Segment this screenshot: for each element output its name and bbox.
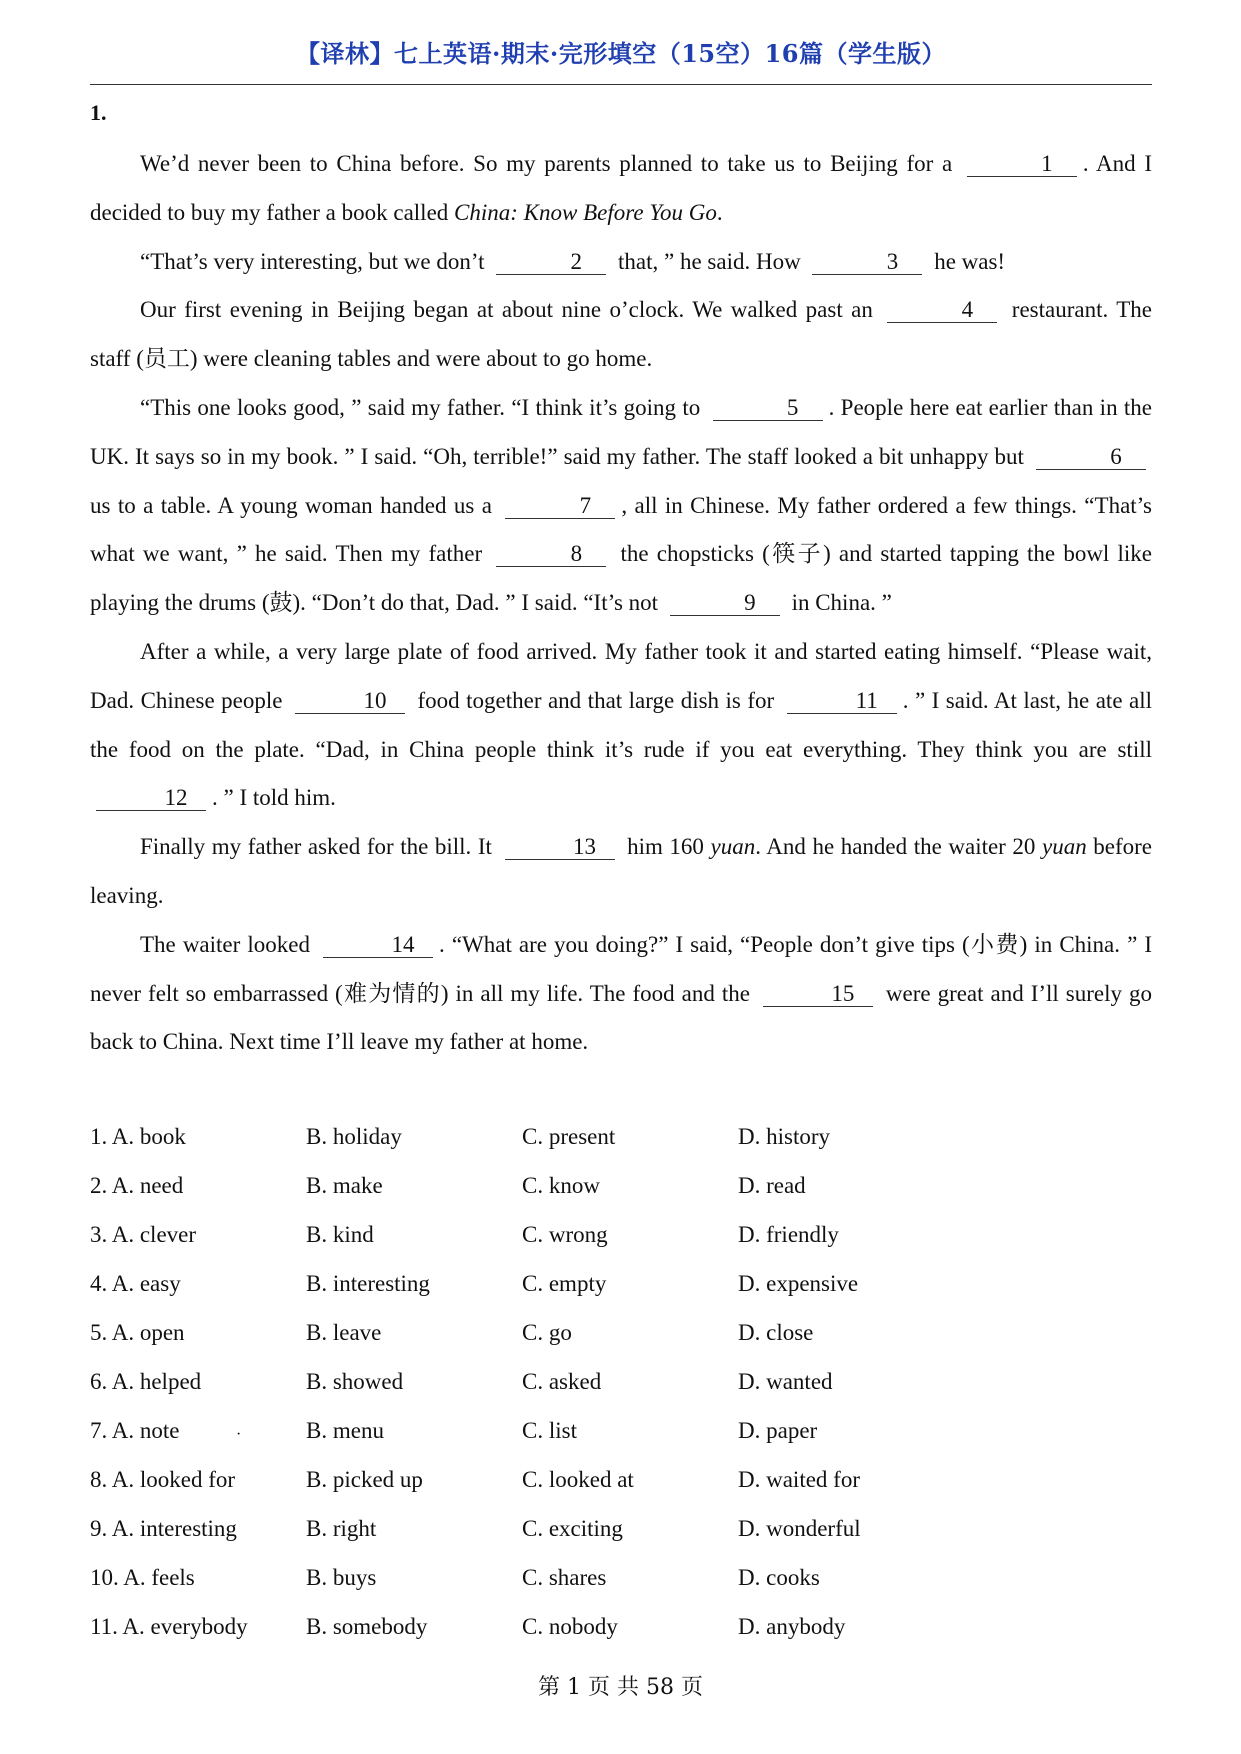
passage-text: . “What are you doing?” I said, “People don’t give tips (小费) in China. ” I never felt so embarrassed (难为情的) in all my life. The food and the [90,931,1152,1006]
option-6-D: D. wanted [738,1369,833,1394]
passage-text: , all in Chinese. My father ordered a few things. “That’s what we want, ” he said. Then my father [90,492,1153,567]
option-row-7 [90,1406,1152,1455]
blank-3: 3 [812,250,922,275]
option-row-1 [90,1112,1152,1161]
option-3-C: C. wrong [522,1222,608,1247]
question-number: 1. [90,100,107,125]
italic-text: yuan [1041,834,1087,860]
option-5-D: D. close [738,1320,814,1345]
option-row-5 [90,1308,1152,1357]
option-7-D: D. paper [738,1418,818,1443]
blank-13: 13 [505,835,615,860]
passage-paragraph [90,384,1152,628]
option-10-A: 10. A. feels [90,1565,195,1590]
option-8-A: 8. A. looked for [90,1467,236,1492]
passage-paragraph [90,286,1152,384]
blank-7: 7 [505,494,615,519]
option-1-A: 1. A. book [90,1124,186,1149]
passage-paragraph [90,921,1152,1067]
passage-text: . And I decided to buy my father a book called [90,151,1153,225]
stray-dot: · [236,1426,242,1443]
passage-text: The waiter looked [140,931,318,957]
option-4-C: C. empty [522,1271,607,1296]
header-divider [90,84,1152,85]
option-row-2 [90,1161,1152,1210]
passage-text: “This one looks good, ” said my father. “I think it’s going to [140,394,707,420]
option-1-B: B. holiday [306,1124,402,1149]
passage-text: After a while, a very large plate of food arrived. My father took it and started eating himself. “Please wait, Dad. Chinese people [90,638,1152,713]
blank-8: 8 [496,542,606,567]
passage-text: food together and that large dish is for [410,687,781,713]
option-row-9 [90,1504,1152,1553]
option-row-8 [90,1455,1152,1504]
passage-text: before leaving. [90,834,1153,908]
option-3-A: 3. A. clever [90,1222,197,1247]
passage-text: . ” I told him. [212,785,336,811]
blank-6: 6 [1036,445,1146,470]
option-10-C: C. shares [522,1565,607,1590]
option-7-B: B. menu [306,1418,384,1443]
passage-text: Finally my father asked for the bill. It [140,834,499,860]
option-8-D: D. waited for [738,1467,860,1492]
option-8-C: C. looked at [522,1467,634,1492]
option-11-A: 11. A. everybody [90,1614,248,1639]
option-6-C: C. asked [522,1369,602,1394]
passage-text: . ” I said. At last, he ate all the food on the plate. “Dad, in China people think it’s rude if you eat everything. They think you are still [90,687,1153,762]
italic-text: yuan [710,834,756,860]
option-4-B: B. interesting [306,1271,430,1296]
option-5-A: 5. A. open [90,1320,185,1345]
option-row-6 [90,1357,1152,1406]
option-7-A: 7. A. note [90,1418,180,1443]
page-footer: 第 1 页 共 58 页 [538,1675,703,1700]
passage-text: that, ” he said. How [612,248,807,274]
option-row-10 [90,1553,1152,1602]
option-8-B: B. picked up [306,1467,423,1492]
option-9-A: 9. A. interesting [90,1516,237,1541]
option-9-D: D. wonderful [738,1516,861,1541]
passage-paragraph [90,823,1152,921]
page-header: 【译林】七上英语·期末·完形填空（15空）16篇（学生版） [295,39,946,68]
passage-text: . People here eat earlier than in the UK. It says so in my book. ” I said. “Oh, terrible!” said my father. The staff looked a bit unhappy but [90,394,1152,469]
blank-4: 4 [887,298,997,323]
option-10-D: D. cooks [738,1565,820,1590]
passage-paragraph [90,628,1152,823]
passage-paragraph [90,238,1152,287]
option-10-B: B. buys [306,1565,377,1590]
passage-text: were great and I’ll surely go back to China. Next time I’ll leave my father at home. [90,980,1152,1055]
option-3-D: D. friendly [738,1222,839,1247]
option-3-B: B. kind [306,1222,374,1247]
option-row-4 [90,1259,1152,1308]
passage-text: . And he handed the waiter 20 [755,834,1042,860]
option-2-D: D. read [738,1173,806,1198]
passage-text: him 160 [620,834,711,860]
option-row-11 [90,1602,1152,1651]
blank-2: 2 [496,250,606,275]
passage-text: us to a table. A young woman handed us a [90,492,500,518]
option-2-B: B. make [306,1173,383,1198]
option-11-D: D. anybody [738,1614,846,1639]
option-9-C: C. exciting [522,1516,623,1541]
option-1-C: C. present [522,1124,616,1149]
blank-10: 10 [295,689,405,714]
option-7-C: C. list [522,1418,577,1443]
passage-paragraph [90,140,1152,238]
blank-5: 5 [713,396,823,421]
italic-text: China: Know Before You Go [454,199,717,225]
option-6-A: 6. A. helped [90,1369,202,1394]
passage-text: restaurant. The staff (员工) were cleaning tables and were about to go home. [90,297,1152,372]
option-4-A: 4. A. easy [90,1271,181,1296]
cloze-passage [90,140,1152,1067]
blank-9: 9 [670,591,780,616]
passage-text: Our first evening in Beijing began at about nine o’clock. We walked past an [140,297,882,323]
option-2-C: C. know [522,1173,600,1198]
answer-options [90,1112,1152,1651]
option-4-D: D. expensive [738,1271,859,1296]
option-row-3 [90,1210,1152,1259]
option-11-B: B. somebody [306,1614,428,1639]
option-6-B: B. showed [306,1369,404,1394]
passage-text: in China. ” [785,590,892,616]
blank-14: 14 [323,933,433,958]
option-5-B: B. leave [306,1320,382,1345]
blank-15: 15 [763,982,873,1007]
option-1-D: D. history [738,1124,830,1149]
option-11-C: C. nobody [522,1614,618,1639]
blank-1: 1 [967,152,1077,177]
passage-text: We’d never been to China before. So my parents planned to take us to Beijing for a [140,151,961,176]
passage-text: . [716,199,723,225]
option-9-B: B. right [306,1516,377,1541]
option-5-C: C. go [522,1320,572,1345]
passage-text: he was! [928,248,1006,274]
passage-text: the chopsticks (筷子) and started tapping the bowl like playing the drums (鼓). “Don’t do that, Dad. ” I said. “It’s not [90,541,1153,616]
option-2-A: 2. A. need [90,1173,184,1198]
passage-text: “That’s very interesting, but we don’t [140,248,491,274]
blank-12: 12 [96,786,206,811]
blank-11: 11 [787,689,897,714]
